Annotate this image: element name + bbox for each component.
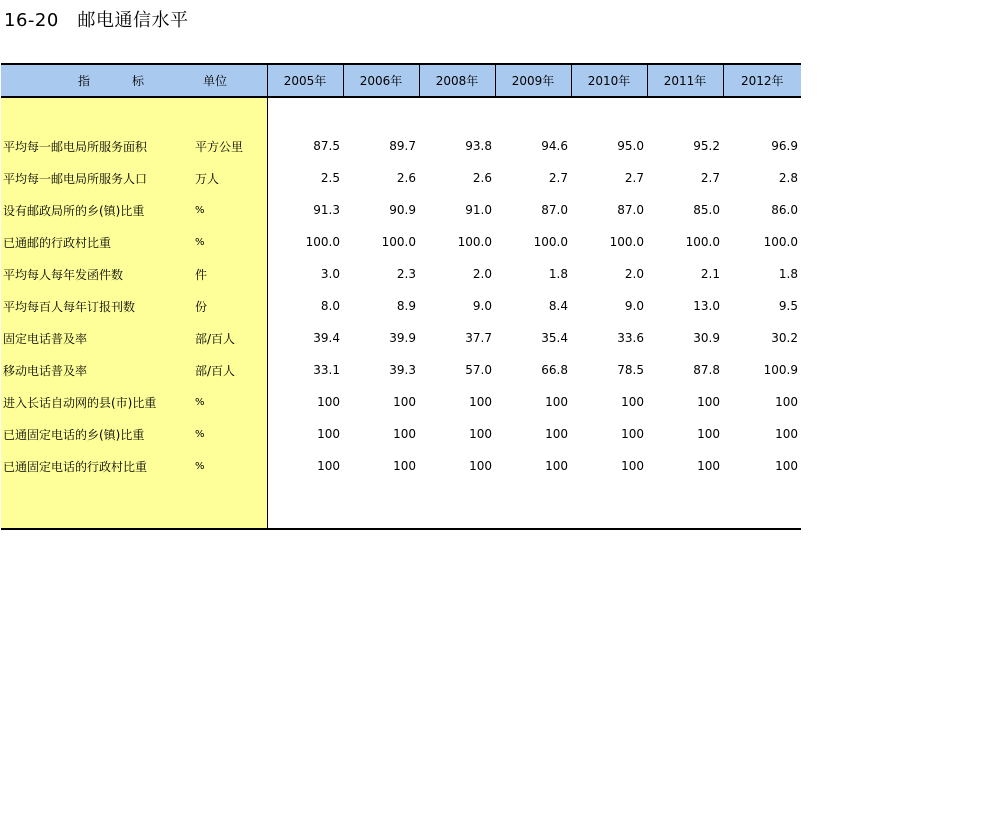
value-cell: 2.3 — [396, 267, 416, 281]
indicator-cell: 设有邮政局所的乡(镇)比重 — [1, 194, 191, 226]
value-cell: 100.0 — [763, 235, 798, 249]
table-row — [1, 322, 801, 354]
value-cell: 100.0 — [609, 235, 644, 249]
value-cell: 100.0 — [685, 235, 720, 249]
unit-header: 单位 — [191, 64, 267, 97]
value-cell: 33.1 — [313, 363, 340, 377]
value-cell: 66.8 — [541, 363, 568, 377]
value-cell: 3.0 — [320, 267, 340, 281]
indicator-cell: 平均每一邮电局所服务人口 — [1, 162, 191, 194]
value-cell: 100.0 — [533, 235, 568, 249]
value-cell: 100 — [317, 459, 340, 473]
unit-cell: % — [191, 418, 267, 450]
year-header: 2009年 — [495, 64, 571, 97]
value-cell: 1.8 — [778, 267, 798, 281]
table-row — [1, 354, 801, 386]
page-title: 16-20 邮电通信水平 — [4, 10, 189, 31]
indicator-cell: 平均每一邮电局所服务面积 — [1, 130, 191, 162]
value-cell: 35.4 — [541, 331, 568, 345]
indicator-header-char-1: 指 — [77, 74, 90, 88]
table-row — [1, 194, 801, 226]
unit-cell: 万人 — [191, 162, 267, 194]
value-cell: 78.5 — [617, 363, 644, 377]
value-cell: 96.9 — [771, 139, 798, 153]
value-cell: 30.2 — [771, 331, 798, 345]
value-cell: 100 — [317, 395, 340, 409]
value-cell: 2.6 — [472, 171, 492, 185]
value-cell: 100 — [775, 427, 798, 441]
table-row — [1, 162, 801, 194]
value-cell: 100 — [393, 395, 416, 409]
spacer-row — [1, 97, 801, 130]
unit-cell: 平方公里 — [191, 130, 267, 162]
table-row — [1, 258, 801, 290]
year-header: 2005年 — [267, 64, 343, 97]
statistics-table-container — [1, 63, 801, 530]
value-cell: 86.0 — [771, 203, 798, 217]
value-cell: 100 — [393, 459, 416, 473]
table-row — [1, 290, 801, 322]
value-cell: 57.0 — [465, 363, 492, 377]
value-cell: 95.2 — [693, 139, 720, 153]
value-cell: 100 — [697, 395, 720, 409]
statistics-table — [1, 63, 801, 530]
value-cell: 9.0 — [624, 299, 644, 313]
unit-cell: % — [191, 386, 267, 418]
value-cell: 2.5 — [320, 171, 340, 185]
year-header: 2011年 — [647, 64, 723, 97]
value-cell: 100 — [469, 395, 492, 409]
value-cell: 2.6 — [396, 171, 416, 185]
year-header: 2010年 — [571, 64, 647, 97]
value-cell: 2.7 — [548, 171, 568, 185]
value-cell: 39.3 — [389, 363, 416, 377]
value-cell: 9.0 — [472, 299, 492, 313]
unit-cell: % — [191, 194, 267, 226]
value-cell: 2.8 — [778, 171, 798, 185]
value-cell: 100 — [469, 427, 492, 441]
value-cell: 39.9 — [389, 331, 416, 345]
value-cell: 2.1 — [700, 267, 720, 281]
indicator-header-char-2: 标 — [132, 74, 145, 88]
value-cell: 8.0 — [320, 299, 340, 313]
table-row — [1, 450, 801, 482]
value-cell: 9.5 — [778, 299, 798, 313]
value-cell: 87.0 — [541, 203, 568, 217]
unit-cell: 部/百人 — [191, 322, 267, 354]
table-row — [1, 418, 801, 450]
header-row — [1, 64, 801, 97]
indicator-cell: 平均每人每年发函件数 — [1, 258, 191, 290]
unit-cell: 份 — [191, 290, 267, 322]
value-cell: 85.0 — [693, 203, 720, 217]
value-cell: 93.8 — [465, 139, 492, 153]
value-cell: 39.4 — [313, 331, 340, 345]
value-cell: 87.8 — [693, 363, 720, 377]
value-cell: 100.9 — [763, 363, 798, 377]
table-body — [1, 97, 801, 529]
indicator-cell: 进入长话自动网的县(市)比重 — [1, 386, 191, 418]
value-cell: 89.7 — [389, 139, 416, 153]
value-cell: 8.9 — [396, 299, 416, 313]
value-cell: 100 — [621, 459, 644, 473]
indicator-cell: 已通固定电话的乡(镇)比重 — [1, 418, 191, 450]
value-cell: 2.0 — [624, 267, 644, 281]
value-cell: 100 — [317, 427, 340, 441]
indicator-cell: 平均每百人每年订报刊数 — [1, 290, 191, 322]
value-cell: 100 — [545, 395, 568, 409]
table-row — [1, 386, 801, 418]
unit-cell: % — [191, 450, 267, 482]
value-cell: 100 — [621, 427, 644, 441]
value-cell: 100 — [775, 459, 798, 473]
value-cell: 91.3 — [313, 203, 340, 217]
value-cell: 2.0 — [472, 267, 492, 281]
value-cell: 33.6 — [617, 331, 644, 345]
value-cell: 30.9 — [693, 331, 720, 345]
year-header: 2008年 — [419, 64, 495, 97]
value-cell: 87.5 — [313, 139, 340, 153]
value-cell: 37.7 — [465, 331, 492, 345]
unit-cell: 部/百人 — [191, 354, 267, 386]
value-cell: 100 — [697, 427, 720, 441]
value-cell: 100.0 — [381, 235, 416, 249]
year-header: 2006年 — [343, 64, 419, 97]
value-cell: 95.0 — [617, 139, 644, 153]
value-cell: 100.0 — [457, 235, 492, 249]
value-cell: 87.0 — [617, 203, 644, 217]
value-cell: 8.4 — [548, 299, 568, 313]
unit-cell: 件 — [191, 258, 267, 290]
value-cell: 100 — [697, 459, 720, 473]
indicator-cell: 已通邮的行政村比重 — [1, 226, 191, 258]
indicator-cell: 移动电话普及率 — [1, 354, 191, 386]
value-cell: 100 — [469, 459, 492, 473]
value-cell: 100 — [393, 427, 416, 441]
value-cell: 91.0 — [465, 203, 492, 217]
value-cell: 1.8 — [548, 267, 568, 281]
value-cell: 100 — [775, 395, 798, 409]
indicator-cell: 已通固定电话的行政村比重 — [1, 450, 191, 482]
value-cell: 100 — [545, 459, 568, 473]
table-row — [1, 226, 801, 258]
value-cell: 94.6 — [541, 139, 568, 153]
indicator-cell: 固定电话普及率 — [1, 322, 191, 354]
value-cell: 100.0 — [305, 235, 340, 249]
value-cell: 2.7 — [624, 171, 644, 185]
value-cell: 2.7 — [700, 171, 720, 185]
value-cell: 90.9 — [389, 203, 416, 217]
indicator-header — [1, 64, 191, 97]
table-end-row — [1, 482, 801, 529]
year-header: 2012年 — [723, 64, 801, 97]
value-cell: 100 — [621, 395, 644, 409]
unit-cell: % — [191, 226, 267, 258]
table-row — [1, 130, 801, 162]
value-cell: 100 — [545, 427, 568, 441]
value-cell: 13.0 — [693, 299, 720, 313]
